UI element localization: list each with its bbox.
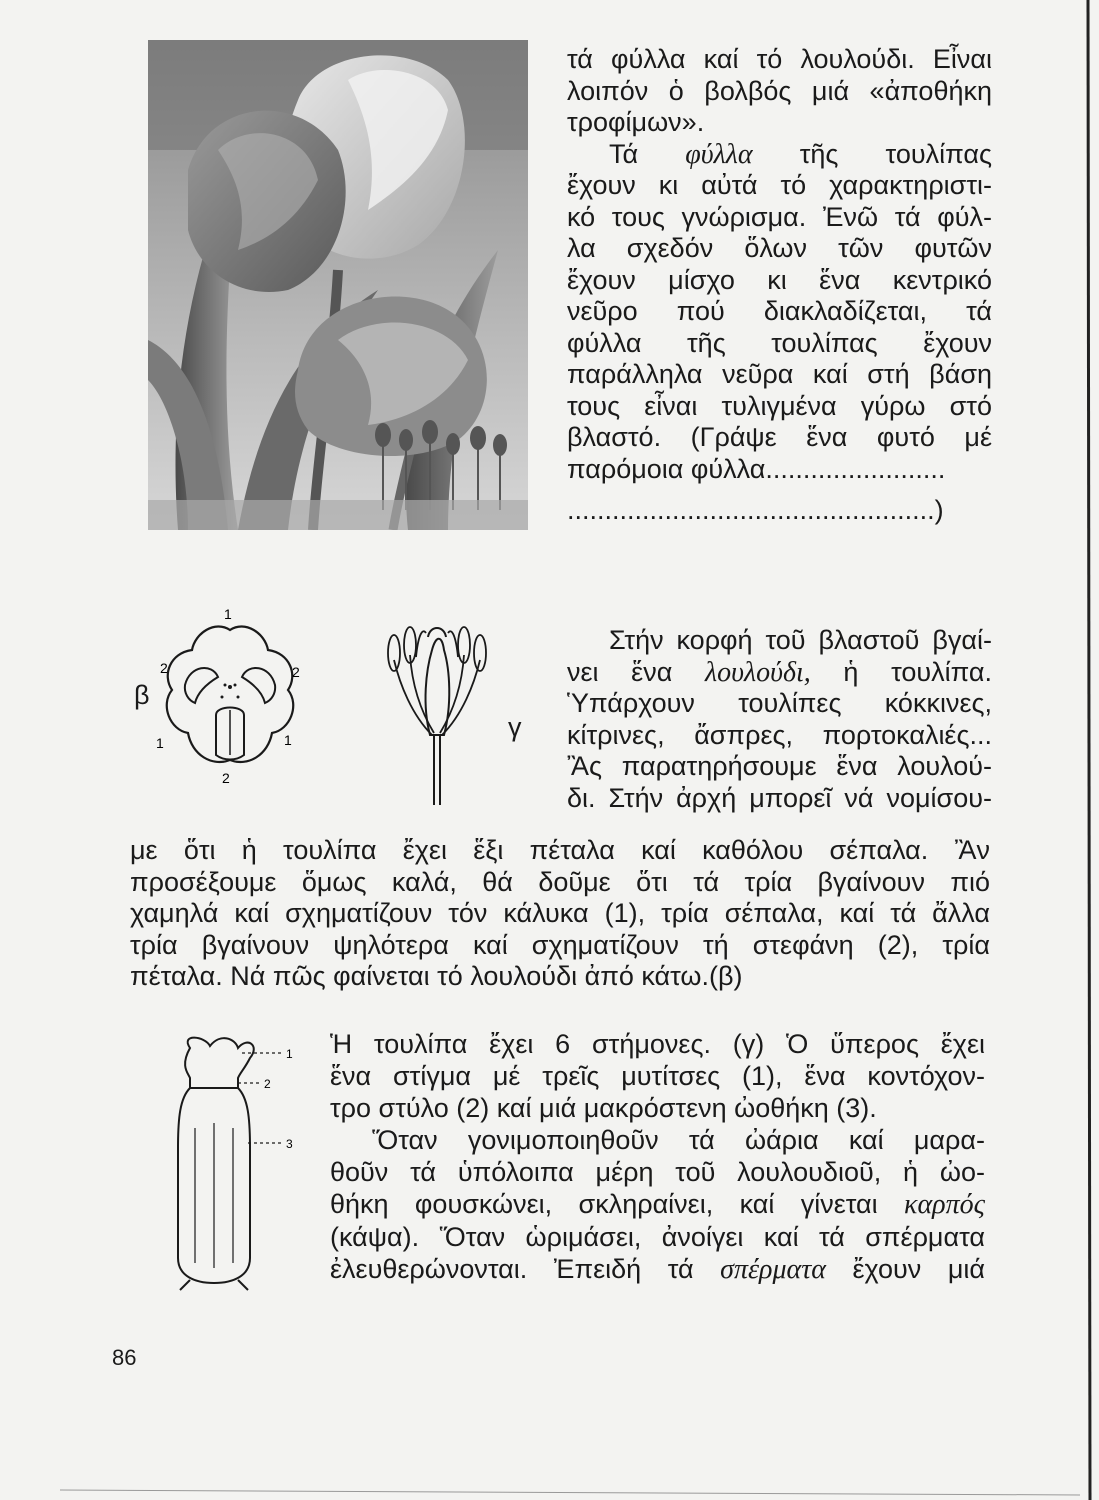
stamens-diagram	[382, 615, 492, 815]
italic-term: λουλούδι,	[704, 656, 811, 688]
figure-label-beta: β	[134, 680, 150, 710]
diagram-number: 1	[284, 732, 292, 748]
text-line: παράλληλα νεῦρα καί στή βάση	[567, 359, 992, 389]
diagram-number: 2	[222, 770, 230, 786]
text-line	[567, 139, 992, 171]
text-segment: Τά	[609, 138, 686, 169]
text-segment: ἔχουν μιά	[825, 1254, 985, 1284]
text-line: κό τους γνώρισμα. Ἐνῶ τά φύλ-	[567, 201, 992, 232]
diagram-number: 2	[264, 1077, 271, 1091]
text-segment: θήκη φουσκώνει, σκληραίνει, καί γίνεται	[330, 1189, 905, 1219]
diagram-number: 2	[292, 664, 300, 680]
text-line: Ὑπάρχουν τουλίπες κόκκινες,	[567, 688, 992, 718]
text-line: προσέξουμε ὅμως καλά, θά δοῦμε ὅτι τά τρία βγαίνουν πιό	[130, 866, 990, 897]
text-line: δι. Στήν ἀρχή μπορεῖ νά νομίσου-	[567, 782, 992, 813]
flower-underside-diagram	[150, 605, 310, 790]
text-line	[330, 1253, 985, 1286]
text-line: χαμηλά καί σχηματίζουν τόν κάλυκα (1), τρία σέπαλα, καί τά ἄλλα	[130, 898, 990, 928]
text-line: (κάψα). Ὅταν ὡριμάσει, ἀνοίγει καί τά σπέρματα	[330, 1222, 985, 1252]
text-line: Ἡ τουλίπα ἔχει 6 στήμονες. (γ) Ὁ ὕπερος ἔχει	[330, 1029, 985, 1059]
italic-term: σπέρματα	[720, 1254, 826, 1285]
text-segment: ἐλευθερώνονται. Ἐπειδή τά	[330, 1254, 721, 1284]
italic-term: φύλλα	[685, 138, 753, 170]
diagram-number: 1	[286, 1047, 293, 1061]
text-line: Ἂς παρατηρήσουμε ἕνα λουλού-	[567, 751, 992, 781]
text-segment: τῆς τουλίπας	[752, 138, 992, 169]
figure-label-gamma: γ	[508, 712, 522, 742]
text-line: τρο στύλο (2) καί μιά μακρόστενη ὠοθήκη (3).	[330, 1093, 877, 1123]
text-line: βλαστό. (Γράψε ἕνα φυτό μέ	[567, 422, 992, 452]
text-line: ἕνα στίγμα μέ τρεῖς μυτίτσες (1), ἕνα κοντόχον-	[330, 1061, 985, 1091]
diagram-number: 3	[286, 1137, 293, 1151]
text-line: τους εἶναι τυλιγμένα γύρω στό	[567, 390, 992, 421]
text-line: τρία βγαίνουν ψηλότερα καί σχηματίζουν τή στεφάνη (2), τρία	[130, 929, 990, 960]
text-segment: ἡ τουλίπα.	[810, 656, 992, 687]
text-block-full-width	[130, 835, 990, 993]
text-line: κίτρινες, ἄσπρες, πορτοκαλιές...	[567, 719, 992, 750]
text-line: ἔχουν μίσχο κι ἕνα κεντρικό	[567, 264, 992, 295]
text-segment: νει ἕνα	[567, 656, 705, 687]
tulip-photo	[148, 40, 528, 530]
text-line: με ὅτι ἡ τουλίπα ἔχει ἕξι πέταλα καί καθόλου σέπαλα. Ἂν	[130, 835, 990, 865]
text-line: νεῦρο πού διακλαδίζεται, τά	[567, 296, 992, 326]
text-column-middle	[567, 625, 992, 814]
text-line: φύλλα τῆς τουλίπας ἔχουν	[567, 327, 992, 358]
diagram-number: 1	[156, 735, 164, 751]
text-line: πέταλα. Νά πῶς φαίνεται τό λουλούδι ἀπό κάτω.(β)	[130, 961, 743, 991]
text-line: θοῦν τά ὑπόλοιπα μέρη τοῦ λουλουδιοῦ, ἡ ὠο-	[330, 1157, 985, 1187]
text-line	[567, 657, 992, 689]
text-line: λα σχεδόν ὅλων τῶν φυτῶν	[567, 233, 992, 263]
text-line	[330, 1188, 985, 1221]
text-line: λοιπόν ὁ βολβός μιά «ἀποθήκη	[567, 75, 992, 106]
italic-term: καρπός	[904, 1189, 985, 1220]
text-column-lower	[330, 1028, 985, 1286]
text-line: .................................................)	[567, 495, 944, 525]
text-line: τά φύλλα καί τό λουλούδι. Εἶναι	[567, 44, 992, 74]
pistil-diagram	[150, 1028, 310, 1298]
text-line: Ὅταν γονιμοποιηθοῦν τά ὠάρια καί μαρα-	[372, 1125, 985, 1155]
text-line: ἔχουν κι αὐτά τό χαρακτηριστι-	[567, 170, 992, 200]
text-line: παρόμοια φύλλα........................	[567, 453, 946, 484]
text-line: τροφίμων».	[567, 107, 705, 137]
text-column-top	[567, 44, 992, 527]
diagram-number: 1	[224, 606, 232, 622]
diagram-number: 2	[160, 660, 168, 676]
text-line: Στήν κορφή τοῦ βλαστοῦ βγαί-	[609, 625, 992, 655]
page-number: 86	[112, 1345, 137, 1370]
